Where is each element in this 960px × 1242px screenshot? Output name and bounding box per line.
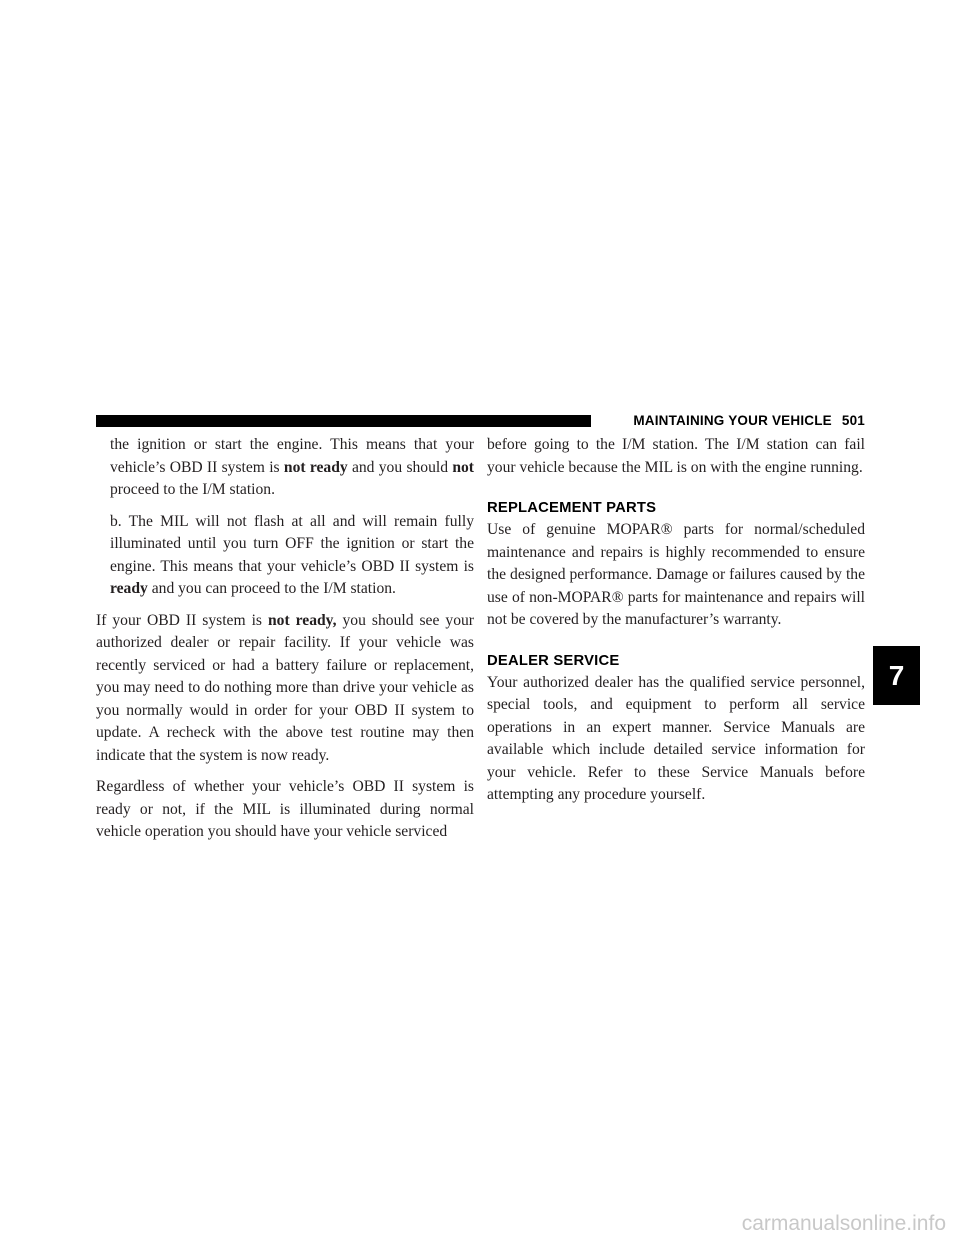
page-number: 501: [841, 413, 865, 428]
paragraph-replacement-parts: Use of genuine MOPAR® parts for normal/scheduled maintenance and repairs is highly recommended to ensure the designed performance. Damage or failures caused by the use of non-MOPAR® parts for maintenance and repairs will not be covered by the manufacturer’s warranty.: [487, 521, 865, 628]
left-column: [96, 434, 474, 844]
paragraph-ready-result: b. The MIL will not flash at all and will remain fully illuminated until you turn OFF the ignition or start the engine. This means that your vehicle’s OBD II system is ready and you can proceed to the I/M station.: [110, 512, 474, 597]
paragraph-im-station: before going to the I/M station. The I/M station can fail your vehicle because the MIL is on with the engine running.: [487, 436, 865, 476]
heading-dealer-service: DEALER SERVICE: [487, 652, 620, 669]
paragraph-not-ready-advice: If your OBD II system is not ready, you should see your authorized dealer or repair facility. If your vehicle was recently serviced or had a battery failure or replacement, you may need to do nothing more than drive your vehicle as you normally would in order for your OBD II system to update. A recheck with the above test routine may then indicate that the system is now ready.: [96, 611, 474, 764]
paragraph-mil-illuminated: Regardless of whether your vehicle’s OBD II system is ready or not, if the MIL is illuminated during normal vehicle operation you should have your vehicle serviced: [96, 778, 474, 840]
chapter-tab: 7: [873, 646, 920, 705]
header-rule: [96, 415, 591, 427]
right-column: [487, 434, 865, 807]
heading-replacement-parts: REPLACEMENT PARTS: [487, 500, 657, 516]
paragraph-dealer-service: Your authorized dealer has the qualified service personnel, special tools, and equipment to perform all service operations in an expert manner. Service Manuals are available which include detailed service information for your vehicle. Refer to these Service Manuals before attempting any procedure yourself.: [487, 673, 865, 803]
paragraph-not-ready-result: the ignition or start the engine. This means that your vehicle’s OBD II system is not ready and you should not proceed to the I/M station.: [110, 436, 474, 498]
watermark: carmanualsonline.info: [741, 1212, 946, 1235]
running-header: [601, 413, 865, 429]
section-title: MAINTAINING YOUR VEHICLE: [633, 413, 832, 428]
